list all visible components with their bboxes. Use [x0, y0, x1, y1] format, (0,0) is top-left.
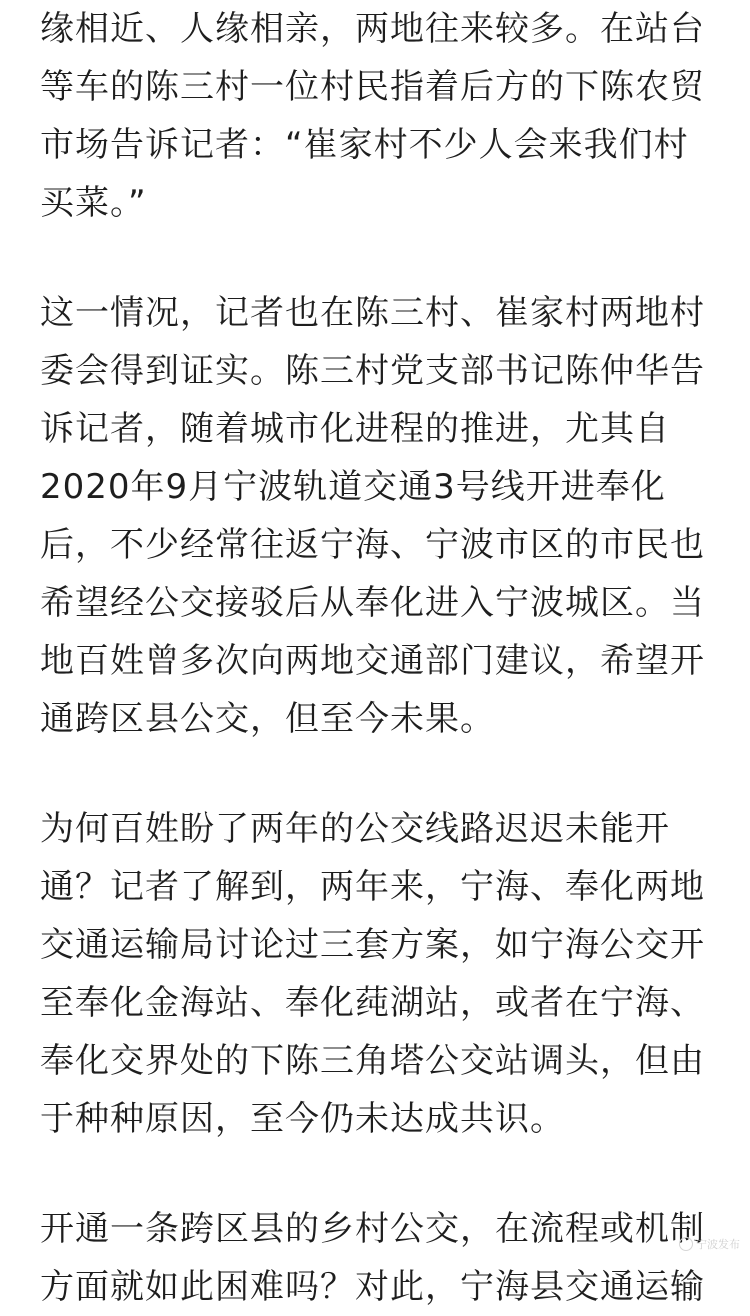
text-line: 至奉化金海站、奉化莼湖站，或者在宁海、	[40, 983, 705, 1023]
paragraph-1	[40, 0, 720, 232]
text-line: 交通运输局讨论过三套方案，如宁海公交开	[40, 925, 705, 965]
text-line: 诉记者，随着城市化进程的推进，尤其自	[40, 409, 670, 449]
text-line: 为何百姓盼了两年的公交线路迟迟未能开	[40, 809, 670, 849]
paragraph-gap	[40, 232, 720, 284]
text-line: 买菜。”	[40, 183, 147, 223]
text-line: 希望经公交接驳后从奉化进入宁波城区。当	[40, 583, 705, 623]
text-line: 开通一条跨区县的乡村公交，在流程或机制	[40, 1209, 705, 1249]
paragraph-4	[40, 1200, 720, 1316]
paragraph-gap	[40, 1148, 720, 1200]
article-body	[40, 0, 720, 1316]
watermark	[679, 1236, 740, 1252]
paragraph-2	[40, 284, 720, 748]
text-line: 2020年9月宁波轨道交通3号线开进奉化	[40, 467, 666, 507]
text-line: 方面就如此困难吗？对此，宁海县交通运输	[40, 1267, 705, 1307]
text-line: 后，不少经常往返宁海、宁波市区的市民也	[40, 525, 705, 565]
text-line: 奉化交界处的下陈三角塔公交站调头，但由	[40, 1041, 705, 1081]
text-line: 委会得到证实。陈三村党支部书记陈仲华告	[40, 351, 705, 391]
text-line: 通？记者了解到，两年来，宁海、奉化两地	[40, 867, 705, 907]
text-line: 市场告诉记者：“崔家村不少人会来我们村	[40, 125, 689, 165]
text-line: 地百姓曾多次向两地交通部门建议，希望开	[40, 641, 705, 681]
watermark-text: 宁波发布	[696, 1238, 740, 1251]
paragraph-gap	[40, 748, 720, 800]
paragraph-3	[40, 800, 720, 1148]
text-line: 于种种原因，至今仍未达成共识。	[40, 1099, 565, 1139]
text-line: 通跨区县公交，但至今未果。	[40, 699, 495, 739]
text-line: 这一情况，记者也在陈三村、崔家村两地村	[40, 293, 705, 333]
text-line: 缘相近、人缘相亲，两地往来较多。在站台	[40, 9, 705, 49]
text-line: 等车的陈三村一位村民指着后方的下陈农贸	[40, 67, 705, 107]
watermark-logo-icon	[679, 1237, 693, 1251]
